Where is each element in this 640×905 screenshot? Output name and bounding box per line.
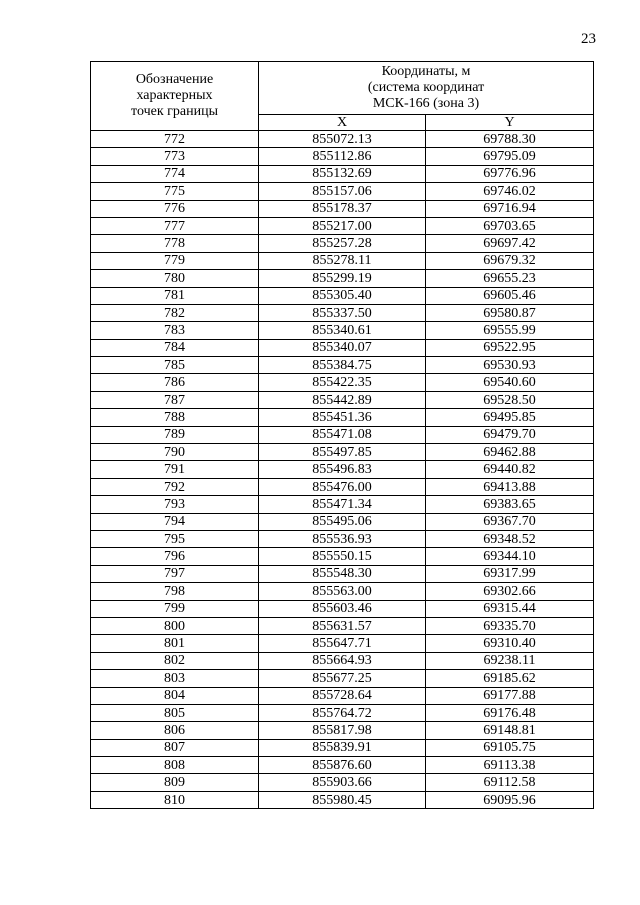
y-coordinate-cell: 69367.70 [426, 513, 594, 530]
table-row [91, 252, 594, 269]
table-row [91, 739, 594, 756]
table-row [91, 322, 594, 339]
x-coordinate-cell: 855299.19 [259, 270, 426, 287]
x-coordinate-cell: 855422.35 [259, 374, 426, 391]
y-coordinate-cell: 69317.99 [426, 565, 594, 582]
x-coordinate-cell: 855903.66 [259, 774, 426, 791]
table-row [91, 617, 594, 634]
point-cell: 794 [91, 513, 259, 530]
x-coordinate-cell: 855132.69 [259, 165, 426, 182]
header-coords-line: (система координат [367, 80, 485, 95]
table-row [91, 374, 594, 391]
x-column-header: X [259, 115, 426, 131]
y-coordinate-cell: 69176.48 [426, 704, 594, 721]
y-coordinate-cell: 69703.65 [426, 217, 594, 234]
point-cell: 788 [91, 409, 259, 426]
x-coordinate-cell: 855839.91 [259, 739, 426, 756]
y-coordinate-cell: 69679.32 [426, 252, 594, 269]
y-coordinate-cell: 69795.09 [426, 148, 594, 165]
y-coordinate-cell: 69580.87 [426, 304, 594, 321]
table-row [91, 652, 594, 669]
y-coordinate-cell: 69302.66 [426, 583, 594, 600]
table-row [91, 461, 594, 478]
x-coordinate-cell: 855817.98 [259, 722, 426, 739]
point-cell: 774 [91, 165, 259, 182]
y-coordinate-cell: 69310.40 [426, 635, 594, 652]
y-coordinate-cell: 69522.95 [426, 339, 594, 356]
x-coordinate-cell: 855072.13 [259, 131, 426, 148]
point-cell: 795 [91, 530, 259, 547]
point-cell: 784 [91, 339, 259, 356]
point-cell: 798 [91, 583, 259, 600]
point-cell: 783 [91, 322, 259, 339]
y-coordinate-cell: 69315.44 [426, 600, 594, 617]
x-coordinate-cell: 855442.89 [259, 391, 426, 408]
point-cell: 804 [91, 687, 259, 704]
y-coordinate-cell: 69528.50 [426, 391, 594, 408]
table-row [91, 217, 594, 234]
point-cell: 776 [91, 200, 259, 217]
table-row [91, 131, 594, 148]
table-row [91, 513, 594, 530]
x-coordinate-cell: 855495.06 [259, 513, 426, 530]
x-coordinate-cell: 855305.40 [259, 287, 426, 304]
y-coordinate-cell: 69655.23 [426, 270, 594, 287]
table-row [91, 478, 594, 495]
point-cell: 810 [91, 791, 259, 808]
x-coordinate-cell: 855497.85 [259, 444, 426, 461]
table-row [91, 635, 594, 652]
point-cell: 803 [91, 670, 259, 687]
page-number: 23 [581, 31, 596, 47]
y-coordinate-cell: 69479.70 [426, 426, 594, 443]
point-cell: 789 [91, 426, 259, 443]
coordinates-header [259, 62, 594, 115]
y-coordinate-cell: 69540.60 [426, 374, 594, 391]
table-row [91, 165, 594, 182]
table-row [91, 235, 594, 252]
x-coordinate-cell: 855471.08 [259, 426, 426, 443]
table-row [91, 183, 594, 200]
table-row [91, 670, 594, 687]
x-coordinate-cell: 855496.83 [259, 461, 426, 478]
header-label-line: точек границы [131, 104, 218, 119]
point-cell: 793 [91, 496, 259, 513]
point-cell: 790 [91, 444, 259, 461]
x-coordinate-cell: 855550.15 [259, 548, 426, 565]
table-row [91, 304, 594, 321]
header-label-line: Обозначение [135, 72, 214, 87]
x-coordinate-cell: 855157.06 [259, 183, 426, 200]
y-coordinate-cell: 69348.52 [426, 530, 594, 547]
table-body [91, 131, 594, 809]
point-cell: 791 [91, 461, 259, 478]
x-coordinate-cell: 855384.75 [259, 357, 426, 374]
table-row [91, 600, 594, 617]
table-row [91, 409, 594, 426]
table-row [91, 496, 594, 513]
point-cell: 785 [91, 357, 259, 374]
x-coordinate-cell: 855340.07 [259, 339, 426, 356]
x-coordinate-cell: 855728.64 [259, 687, 426, 704]
y-coordinate-cell: 69177.88 [426, 687, 594, 704]
x-coordinate-cell: 855647.71 [259, 635, 426, 652]
table-header [91, 62, 594, 131]
x-coordinate-cell: 855340.61 [259, 322, 426, 339]
x-coordinate-cell: 855664.93 [259, 652, 426, 669]
point-cell: 796 [91, 548, 259, 565]
y-coordinate-cell: 69440.82 [426, 461, 594, 478]
y-coordinate-cell: 69605.46 [426, 287, 594, 304]
point-cell: 777 [91, 217, 259, 234]
x-coordinate-cell: 855603.46 [259, 600, 426, 617]
x-coordinate-cell: 855631.57 [259, 617, 426, 634]
point-cell: 809 [91, 774, 259, 791]
header-coords-line: МСК-166 (зона 3) [372, 96, 480, 111]
point-cell: 801 [91, 635, 259, 652]
x-coordinate-cell: 855337.50 [259, 304, 426, 321]
point-cell: 775 [91, 183, 259, 200]
table-row [91, 444, 594, 461]
table-row [91, 583, 594, 600]
x-coordinate-cell: 855278.11 [259, 252, 426, 269]
y-coordinate-cell: 69462.88 [426, 444, 594, 461]
y-coordinate-cell: 69697.42 [426, 235, 594, 252]
point-cell: 782 [91, 304, 259, 321]
x-coordinate-cell: 855471.34 [259, 496, 426, 513]
y-coordinate-cell: 69383.65 [426, 496, 594, 513]
y-coordinate-cell: 69113.38 [426, 757, 594, 774]
table-row [91, 287, 594, 304]
point-designation-header [91, 62, 259, 131]
x-coordinate-cell: 855217.00 [259, 217, 426, 234]
x-coordinate-cell: 855548.30 [259, 565, 426, 582]
x-coordinate-cell: 855451.36 [259, 409, 426, 426]
table-row [91, 722, 594, 739]
point-cell: 779 [91, 252, 259, 269]
table-row [91, 757, 594, 774]
table-row [91, 548, 594, 565]
y-coordinate-cell: 69530.93 [426, 357, 594, 374]
y-coordinate-cell: 69555.99 [426, 322, 594, 339]
x-coordinate-cell: 855112.86 [259, 148, 426, 165]
x-coordinate-cell: 855536.93 [259, 530, 426, 547]
table-row [91, 426, 594, 443]
y-coordinate-cell: 69413.88 [426, 478, 594, 495]
y-column-header: Y [426, 115, 594, 131]
table-row [91, 270, 594, 287]
x-coordinate-cell: 855764.72 [259, 704, 426, 721]
x-coordinate-cell: 855476.00 [259, 478, 426, 495]
y-coordinate-cell: 69495.85 [426, 409, 594, 426]
point-cell: 787 [91, 391, 259, 408]
y-coordinate-cell: 69746.02 [426, 183, 594, 200]
table-row [91, 791, 594, 808]
header-coords-line: Координаты, м [381, 64, 471, 79]
coordinates-table [90, 61, 594, 809]
table-row [91, 774, 594, 791]
table-row [91, 530, 594, 547]
point-cell: 781 [91, 287, 259, 304]
point-cell: 786 [91, 374, 259, 391]
y-coordinate-cell: 69776.96 [426, 165, 594, 182]
point-cell: 772 [91, 131, 259, 148]
table-row [91, 565, 594, 582]
x-coordinate-cell: 855178.37 [259, 200, 426, 217]
y-coordinate-cell: 69335.70 [426, 617, 594, 634]
y-coordinate-cell: 69185.62 [426, 670, 594, 687]
point-cell: 807 [91, 739, 259, 756]
point-cell: 778 [91, 235, 259, 252]
point-cell: 792 [91, 478, 259, 495]
table-row [91, 200, 594, 217]
y-coordinate-cell: 69148.81 [426, 722, 594, 739]
point-cell: 805 [91, 704, 259, 721]
point-cell: 808 [91, 757, 259, 774]
table-row [91, 339, 594, 356]
x-coordinate-cell: 855257.28 [259, 235, 426, 252]
point-cell: 806 [91, 722, 259, 739]
x-coordinate-cell: 855563.00 [259, 583, 426, 600]
x-coordinate-cell: 855980.45 [259, 791, 426, 808]
header-label-line: характерных [136, 88, 213, 103]
y-coordinate-cell: 69112.58 [426, 774, 594, 791]
y-coordinate-cell: 69105.75 [426, 739, 594, 756]
point-cell: 800 [91, 617, 259, 634]
point-cell: 773 [91, 148, 259, 165]
table-row [91, 704, 594, 721]
point-cell: 780 [91, 270, 259, 287]
table-row [91, 357, 594, 374]
table-row [91, 148, 594, 165]
y-coordinate-cell: 69238.11 [426, 652, 594, 669]
table-row [91, 687, 594, 704]
x-coordinate-cell: 855876.60 [259, 757, 426, 774]
y-coordinate-cell: 69095.96 [426, 791, 594, 808]
table-row [91, 391, 594, 408]
x-coordinate-cell: 855677.25 [259, 670, 426, 687]
y-coordinate-cell: 69788.30 [426, 131, 594, 148]
y-coordinate-cell: 69344.10 [426, 548, 594, 565]
point-cell: 797 [91, 565, 259, 582]
point-cell: 799 [91, 600, 259, 617]
point-cell: 802 [91, 652, 259, 669]
y-coordinate-cell: 69716.94 [426, 200, 594, 217]
